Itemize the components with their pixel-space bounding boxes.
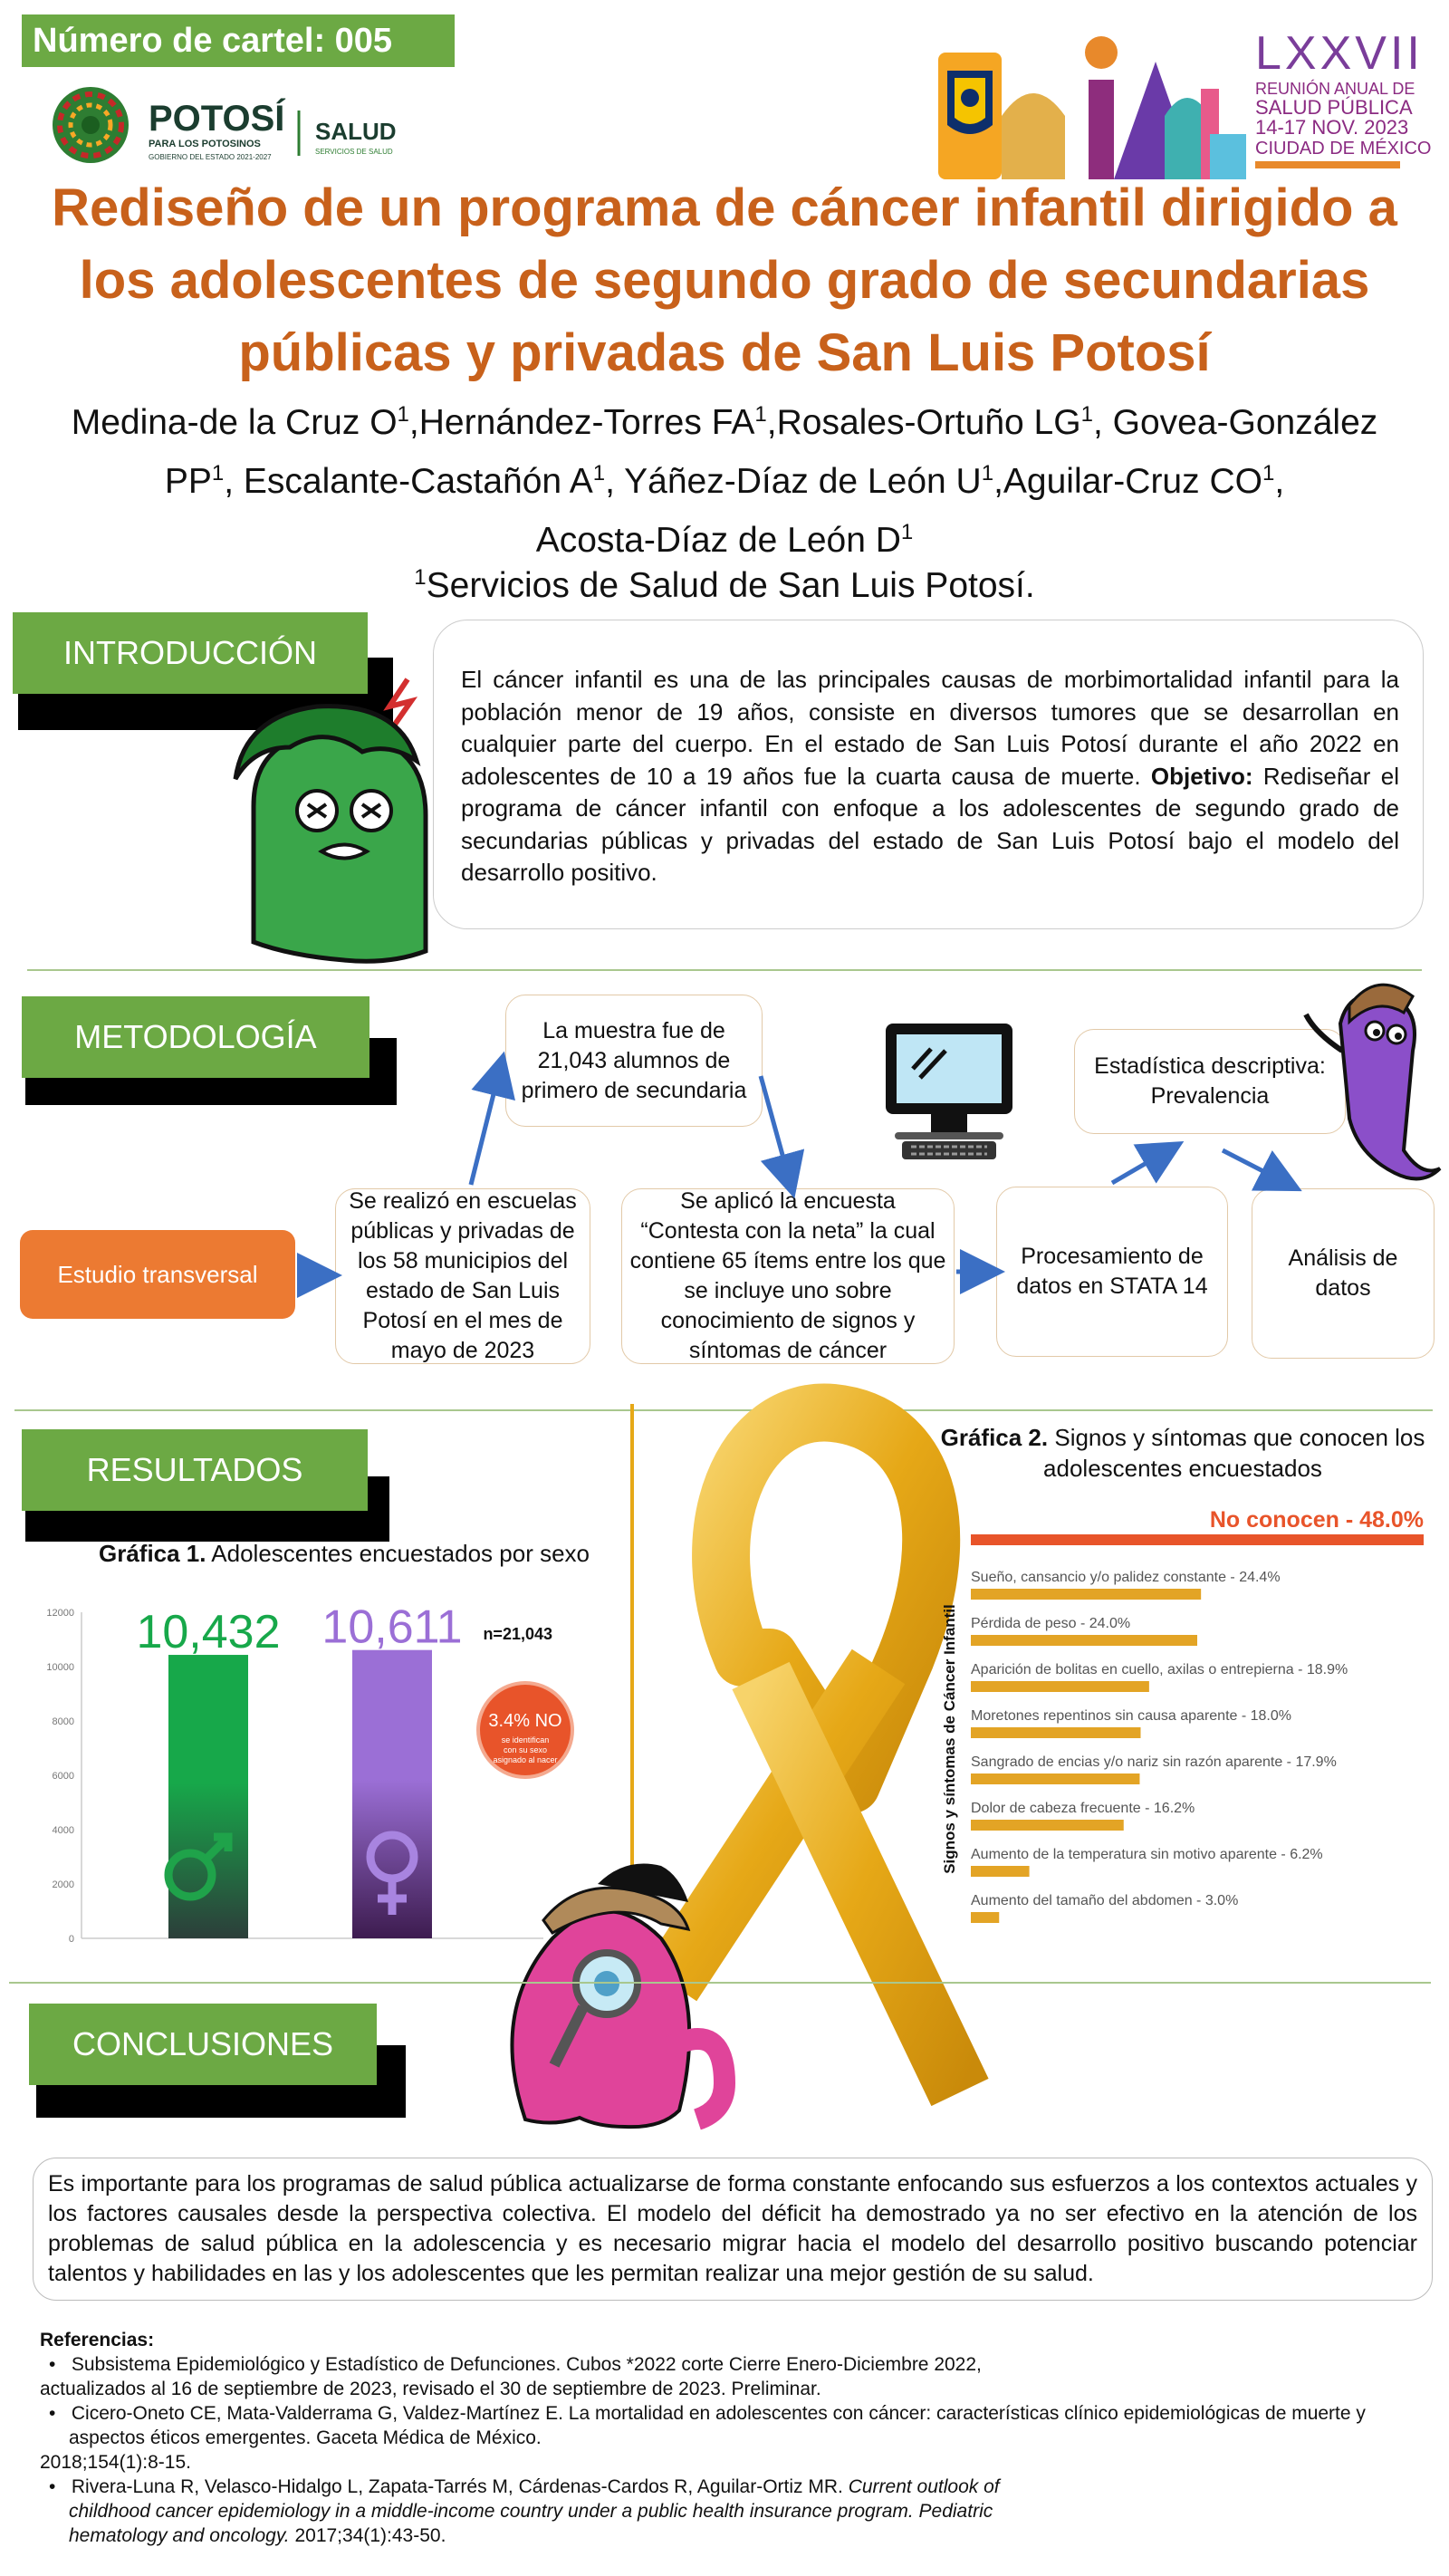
encuesta-box: Se aplicó la encuesta “Contesta con la neta” la cual contiene 65 ítems entre los que se incluye uno sobre conocimiento de signos y síntomas de cáncer — [621, 1188, 955, 1364]
arrow-escuelas-muestra — [471, 1069, 500, 1185]
svg-text:14-17 NOV. 2023: 14-17 NOV. 2023 — [1255, 116, 1409, 139]
y-tick-label: 0 — [68, 1934, 74, 1945]
procesamiento-box: Procesamiento de datos en STATA 14 — [996, 1187, 1228, 1357]
intro-section-label: INTRODUCCIÓN — [13, 612, 368, 694]
symptom-label: Moretones repentinos sin causa aparente - 18.0% — [971, 1708, 1291, 1724]
divider — [9, 1982, 1431, 1984]
highlight-label: No conocen - 48.0% — [1209, 1507, 1424, 1533]
referencias: Referencias: • Subsistema Epidemiológico y Estadístico de Defunciones. Cubos *2022 corte Cierre Enero-Diciembre 2022, actualizados al 16 de septiembre de 2023, revisado el 30 de septiembre de 2023. Preliminar. • Cicero-Oneto CE, Mata-Valderrama G, Valdez-Martínez E. La mortalidad en adolescentes con cáncer: características clínico epidemiológicas de muerte y aspectos éticos emergentes. Gaceta Médica de México. 2018;154(1):8-15. • Rivera-Luna R, Velasco-Hidalgo L, Zapata-Tarrés M, Cárdenas-Cardos R, Aguilar-Ortiz MR. Current outlook of childhood cancer epidemiology in a middle-income country under a public health insurance program. Pediatric hematology and oncology. 2017;34(1):43-50. — [40, 2330, 1366, 2546]
badge-text: se identifican — [501, 1735, 550, 1745]
y-tick-label: 4000 — [52, 1825, 74, 1836]
badge-text: asignado al nacer — [493, 1755, 558, 1764]
symptom-bar — [971, 1589, 1201, 1600]
symptom-label: Pérdida de peso - 24.0% — [971, 1616, 1131, 1631]
authors: Medina-de la Cruz $O^1,Hernández$-Torres $FA^1,Rosales$-Ortuño $LG^1$, Govea-González $PP^1$, Escalante-Castañón $A^1$, Yáñez-Díaz de León $U^1,Aguilar$-Cruz $CO^1$, Acosta-Díaz de León $D^1$ — [71, 402, 1378, 560]
y-tick-label: 10000 — [46, 1662, 74, 1673]
estadistica-box: Estadística descriptiva: Prevalencia — [1074, 1029, 1346, 1134]
symptom-bar — [971, 1820, 1124, 1831]
conclusiones-section-label: CONCLUSIONES — [29, 2004, 377, 2085]
svg-text:PARA LOS POTOSINOS: PARA LOS POTOSINOS — [149, 139, 261, 149]
detective-character-pink-illustration — [471, 1848, 743, 2156]
bar-value-label: 10,432 — [136, 1606, 281, 1659]
arrow-estadistica-analisis — [1223, 1150, 1286, 1183]
y-tick-label: 12000 — [46, 1608, 74, 1619]
svg-text:SALUD: SALUD — [315, 118, 397, 145]
grafica-2-title: Gráfica 2. Signos y síntomas que conocen los adolescentes encuestados — [940, 1424, 1425, 1482]
escuelas-box: Se realizó en escuelas públicas y privadas de los 58 municipios del estado de San Luis Potosí en el mes de mayo de 2023 — [335, 1188, 590, 1364]
symptom-label: Aparición de bolitas en cuello, axilas o entrepierna - 18.9% — [971, 1662, 1348, 1677]
symptom-bar — [971, 1773, 1139, 1784]
svg-text:CIUDAD DE MÉXICO: CIUDAD DE MÉXICO — [1255, 139, 1432, 159]
symptom-label: Dolor de cabeza frecuente - 16.2% — [971, 1801, 1195, 1816]
symptom-bar — [971, 1727, 1141, 1738]
potosi-emblem-icon — [53, 87, 129, 163]
detective-character-purple-illustration — [1286, 951, 1449, 1187]
arrow-muestra-encuesta — [761, 1076, 790, 1181]
poster-title: Rediseño de un programa de cáncer infantil dirigido a los adolescentes de segundo grado de secundarias públicas y privadas de San Luis Potosí — [52, 178, 1397, 382]
y-tick-label: 6000 — [52, 1771, 74, 1782]
university-shield-icon — [947, 71, 993, 134]
potosi-word: POTOSÍ — [149, 99, 285, 139]
analisis-box: Análisis de datos — [1252, 1188, 1435, 1359]
methodology-arrows — [0, 978, 1449, 1395]
y-tick-label: 2000 — [52, 1879, 74, 1890]
svg-text:GOBIERNO DEL ESTADO 2021-2027: GOBIERNO DEL ESTADO 2021-2027 — [149, 153, 272, 161]
symptom-label: Aumento del tamaño del abdomen - 3.0% — [971, 1893, 1239, 1908]
symptom-bar — [971, 1912, 999, 1923]
symptom-bar — [971, 1681, 1149, 1692]
svg-text:SALUD PÚBLICA: SALUD PÚBLICA — [1255, 96, 1413, 119]
conclusiones-text-box: Es importante para los programas de salud pública actualizarse de forma constante enfocando sus esfuerzos a los contextos actuales y los factores causales desde la perspectiva colectiva. El modelo del déficit ha demostrado ya no ser efectivo en la atención de los problemas de salud pública en la adolescencia y es necesario migrar hacia el modelo del desarrollo positivo buscando potenciar talentos y habilidades en las y los adolescentes que les permitan realizar una mejor gestión de su salud. — [33, 2158, 1433, 2301]
symptom-label: Sangrado de encias y/o nariz sin razón aparente - 17.9% — [971, 1754, 1337, 1770]
symptom-bar — [971, 1635, 1197, 1646]
grafica-2-chart — [915, 1476, 1440, 1929]
y-axis-label: Signos y síntomas de Cáncer Infantil — [941, 1604, 958, 1874]
metodologia-section-label: METODOLOGÍA — [22, 996, 369, 1078]
poster-number: Número de cartel: 005 — [22, 14, 455, 67]
event-logo — [938, 25, 1432, 179]
computer-icon — [877, 1014, 1022, 1168]
badge-pct: 3.4% NO — [488, 1711, 562, 1731]
symptom-bar — [971, 1866, 1030, 1877]
divider — [27, 969, 1422, 971]
n-label: n=21,043 — [483, 1625, 552, 1643]
symptom-label: Aumento de la temperatura sin motivo aparente - 6.2% — [971, 1847, 1323, 1862]
symptom-label: Sueño, cansancio y/o palidez constante - 24.4% — [971, 1570, 1281, 1585]
estudio-transversal-box: Estudio transversal — [20, 1230, 295, 1319]
svg-text:SERVICIOS DE SALUD: SERVICIOS DE SALUD — [315, 148, 393, 156]
highlight-bar — [971, 1534, 1424, 1545]
svg-text:REUNIÓN ANUAL DE: REUNIÓN ANUAL DE — [1255, 80, 1415, 98]
affiliation: $^1$Servicios de Salud de San Luis Potosí. — [414, 565, 1035, 605]
muestra-box: La muestra fue de 21,043 alumnos de primero de secundaria — [505, 995, 763, 1127]
potosi-salud-logo — [43, 83, 424, 167]
resultados-section-label: RESULTADOS — [22, 1429, 368, 1511]
grafica-1-title: Gráfica 1. Adolescentes encuestados por sexo — [98, 1540, 590, 1567]
arrow-procesamiento-estadistica — [1112, 1150, 1168, 1183]
event-numeral: LXXVII — [1255, 27, 1424, 80]
y-tick-label: 8000 — [52, 1716, 74, 1727]
intro-text-box: El cáncer infantil es una de las principales causas de morbimortalidad infantil para la población menor de 19 años, consiste en diversos tumores que se desarrollan en cualquier parte del cuerpo. En el estado de San Luis Potosí durante el año 2022 en adolescentes de 10 a 19 años fue la cuarta causa de muerte. Objetivo: Rediseñar el programa de cáncer infantil con enfoque a los adolescentes de segundo grado de secundarias públicas y privadas del estado de San Luis Potosí bajo el modelo del desarrollo positivo. — [433, 620, 1424, 929]
badge-text: con su sexo — [503, 1745, 548, 1754]
bar-value-label: 10,611 — [321, 1600, 463, 1654]
